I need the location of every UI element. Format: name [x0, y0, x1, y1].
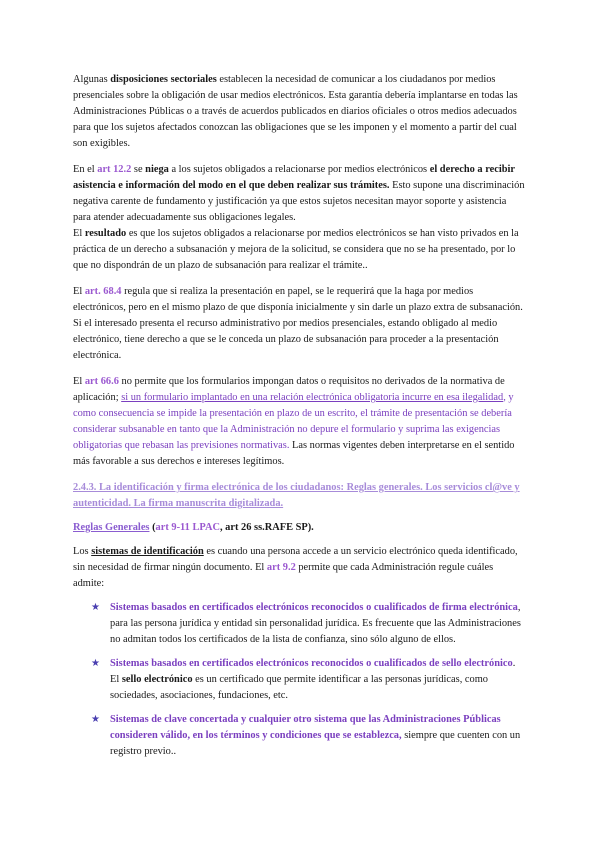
bold-term: sello electrónico	[121, 674, 193, 685]
list-item-heading: Sistemas de clave concertada y cualquier otro sistema que las Administraciones Públicas consideren válido, en los términos y condiciones que se establezca,	[110, 714, 501, 741]
paragraph-art-66-6: El art 66.6 no permite que los formularios impongan datos o requisitos no derivados de la normativa de aplicación; si un formulario implantado en una relación electrónica obligatoria incurre en esa ilegalidad, y como consecuencia se impide la presentación en plazo de un escrito, el trámite de presentación se debería considerar subsanable en tanto que la Administración no depure el formulario y suprima las exigencias obligatorias que rebasan las previsiones normativas. Las normas vigentes deben interpretarse en el sentido más favorable a sus derechos e intereses legítimos.	[73, 376, 515, 467]
paragraph-reglas: Reglas Generales (art 9-11 LPAC, art 26 ss.RAFE SP).	[73, 522, 314, 533]
paragraph-art-12-2: En el art 12.2 se niega a los sujetos obligados a relacionarse por medios electrónicos el derecho a recibir asistencia e información del modo en el que deben realizar sus trámites. Esto supone una discriminación negativa carente de fundamento y justificación ya que estos sujetos necesitan mayor soporte y asistencia para atender adecuadamente sus obligaciones legales.	[73, 164, 525, 223]
article-ref: art 9.2	[266, 562, 296, 573]
bold-term: resultado	[84, 228, 127, 239]
article-ref: art 66.6	[84, 376, 119, 387]
paragraph-sistemas: Los sistemas de identificación es cuando una persona accede a un servicio electrónico queda identificado, sin necesidad de firmar ningún documento. El art 9.2 permite que cada Administración regule cuáles admite:	[73, 546, 518, 589]
highlighted-text: si un formulario implantado en una relación electrónica obligatoria incurre en esa ilegalidad	[121, 392, 504, 403]
star-icon: ★	[91, 602, 100, 613]
list-item-heading: Sistemas basados en certificados electrónicos reconocidos o cualificados de firma electrónica	[110, 602, 518, 613]
reglas-generales-link[interactable]: Reglas Generales	[73, 522, 150, 533]
paragraph-disposiciones: Algunas disposiciones sectoriales establecen la necesidad de comunicar a los ciudadanos por medios presenciales sobre la obligación de usar medios electrónicos. Esta garantía debería implantarse en todas las Administraciones Públicas o a través de acuerdos publicados en diarios oficiales o otros medios adecuados para que los sujetos afectados conozcan las obligaciones que se les imponen y el momento a partir del cual son exigibles.	[73, 74, 518, 149]
list-item: ★ Sistemas basados en certificados electrónicos reconocidos o cualificados de sello electrónico. El sello electrónico es un certificado que permite identificar a las personas jurídicas, como sociedades, asociaciones, fundaciones, etc.	[91, 658, 516, 701]
paragraph-art-68-4: El art. 68.4 regula que si realiza la presentación en papel, se le requerirá que la haga por medios electrónicos, pero en el mismo plazo de que disponía inicialmente y sin darle un plazo extra de subsanación. Si el interesado presenta el recurso administrativo por medios presenciales, estando obligado al medio electrónico, tiene derecho a que se le conceda un plazo de subsanación para proceder a la presentación electrónica.	[73, 286, 523, 361]
bold-term: niega	[145, 164, 169, 175]
bold-term: disposiciones sectoriales	[110, 74, 217, 85]
paragraph-resultado: El resultado es que los sujetos obligados a relacionarse por medios electrónicos se han visto privados en la práctica de un derecho a subsanación y mejora de la solicitud, se considera que no se ha presentado, por lo que no dispondrán de un plazo de subsanación para realizar el trámite..	[73, 228, 519, 271]
list-item: ★ Sistemas basados en certificados electrónicos reconocidos o cualificados de firma electrónica, para las persona jurídica y entidad sin personalidad jurídica. Es frecuente que las Administraciones no admitan todos los certificados de la lista de confianza, sino sólo alguno de ellos.	[91, 602, 521, 645]
bold-term: el derecho a recibir asistencia e información del modo en el que deben realizar sus trámites.	[73, 164, 515, 191]
section-heading: 2.4.3. La identificación y firma electrónica de los ciudadanos: Reglas generales. Los servicios cl@ve y autenticidad. La firma manuscrita digitalizada.	[73, 482, 520, 509]
list-item: ★ Sistemas de clave concertada y cualquier otro sistema que las Administraciones Públicas consideren válido, en los términos y condiciones que se establezca, siempre que cuenten con un registro previo..	[91, 714, 521, 757]
article-ref: art. 68.4	[84, 286, 122, 297]
identification-systems-list	[73, 600, 525, 760]
list-item-heading: Sistemas basados en certificados electrónicos reconocidos o cualificados de sello electrónico	[110, 658, 513, 669]
star-icon: ★	[91, 658, 100, 669]
document-body	[73, 72, 525, 768]
bold-term: sistemas de identificación	[91, 546, 204, 557]
star-icon: ★	[91, 714, 100, 725]
highlighted-text: , y como consecuencia se impide la presentación en plazo de un escrito, el trámite de presentación se debería considerar subsanable en tanto que la Administración no depure el formulario y suprima las exigencias obligatorias que rebasan las previsiones normativas.	[73, 392, 514, 451]
article-ref: art 9-11 LPAC	[155, 522, 220, 533]
article-ref: art 12.2	[97, 164, 132, 175]
